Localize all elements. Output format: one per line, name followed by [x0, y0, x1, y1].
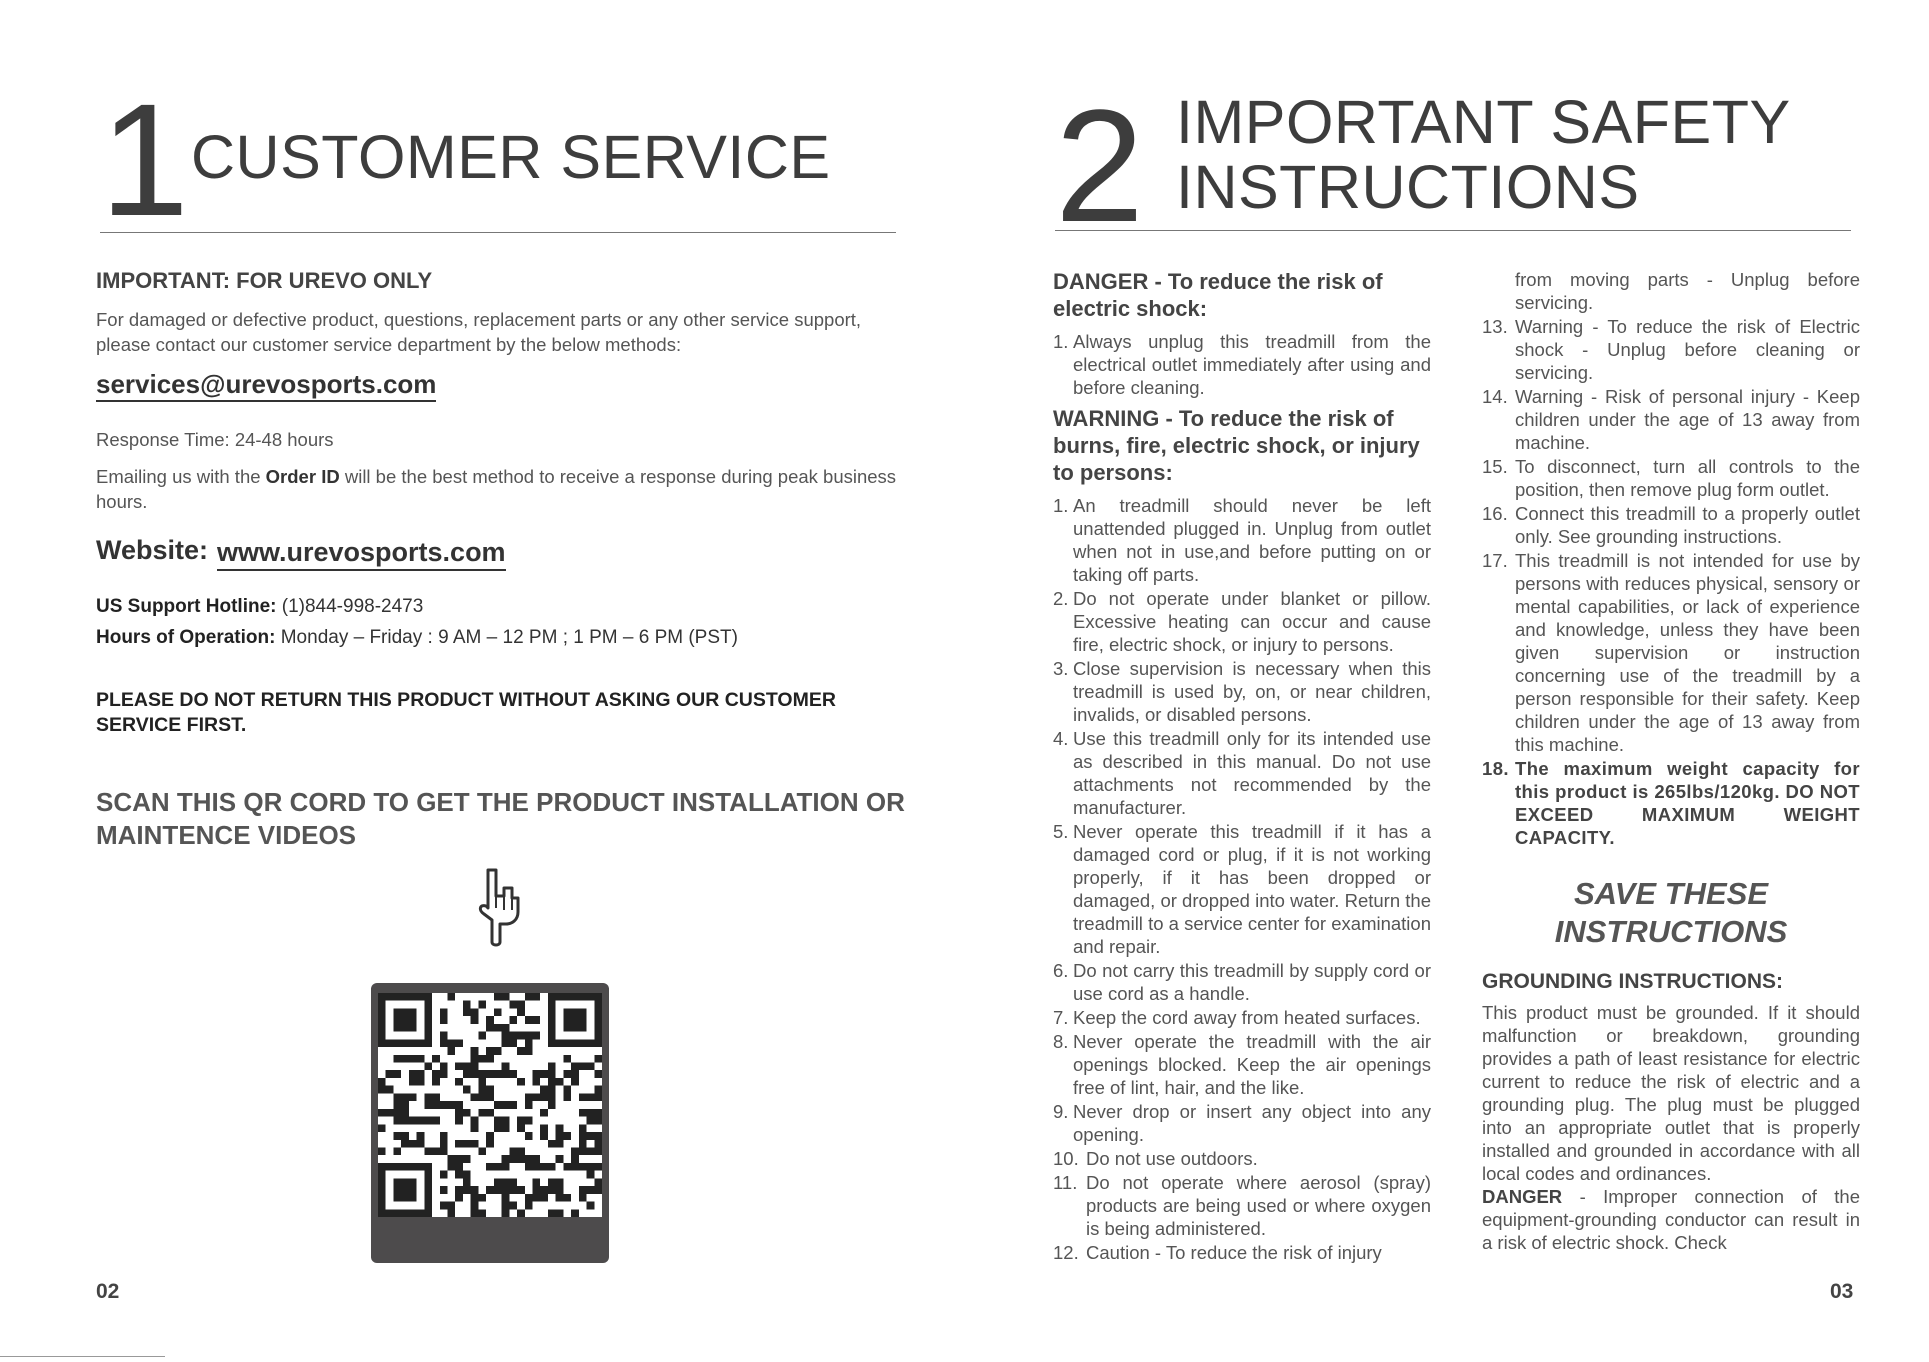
chapter-title-line1: IMPORTANT SAFETY — [1176, 88, 1791, 156]
grounding-body: This product must be grounded. If it should malfunction or breakdown, grounding provides a path of least resistance for electric current to reduce the risk of electric and a grounding plug. The plug must be plugged into an appropriate outlet that is properly installed and grounded in accordance with all local codes and ordinances. — [1482, 1002, 1860, 1184]
email-tip-before: Emailing us with the — [96, 466, 266, 487]
warning-item — [1482, 549, 1860, 756]
warning-item — [1482, 757, 1860, 849]
warning-item — [1053, 727, 1431, 819]
title-rule — [100, 232, 896, 233]
item-text: Do not operate where aerosol (spray) products are being used or where oxygen is being administered. — [1086, 1172, 1431, 1239]
warning-list — [1053, 494, 1431, 1264]
warning-item — [1053, 959, 1431, 1005]
qr-code[interactable] — [378, 993, 602, 1217]
danger-list — [1053, 330, 1431, 399]
pointing-hand-down-icon — [466, 868, 524, 948]
return-warning: PLEASE DO NOT RETURN THIS PRODUCT WITHOUT ASKING OUR CUSTOMER SERVICE FIRST. — [96, 689, 836, 736]
item-number: 2. — [1053, 588, 1069, 609]
item-number: 16. — [1482, 503, 1508, 524]
item-number: 1. — [1053, 331, 1069, 352]
important-heading: IMPORTANT: FOR UREVO ONLY — [96, 268, 433, 293]
warning-item — [1053, 587, 1431, 656]
item-text: Do not carry this treadmill by supply cord or use cord as a handle. — [1073, 960, 1431, 1004]
item-text: Close supervision is necessary when this treadmill is used by, on, or near children, invalids, or disabled persons. — [1073, 658, 1431, 725]
page-left — [0, 0, 964, 1362]
bottom-crop-mark — [0, 1356, 165, 1357]
item-number: 18. — [1482, 758, 1509, 779]
grounding-text — [1482, 1001, 1860, 1254]
item-text: An treadmill should never be left unattended plugged in. Unplug from outlet when not in use,and before putting on or taking off parts. — [1073, 495, 1431, 585]
page-number-right: 03 — [1830, 1280, 1854, 1303]
grounding-danger-label: DANGER — [1482, 1186, 1563, 1207]
item-text: Never drop or insert any object into any opening. — [1073, 1101, 1431, 1145]
item-number: 3. — [1053, 658, 1069, 679]
hours-label: Hours of Operation: — [96, 627, 276, 648]
warning-item — [1482, 502, 1860, 548]
email-tip — [96, 464, 906, 514]
safety-column-2 — [1482, 268, 1860, 1254]
warning-item — [1053, 1241, 1431, 1264]
item-number: 4. — [1053, 728, 1069, 749]
chapter-number: 1 — [100, 70, 189, 249]
item-number: 11. — [1053, 1172, 1078, 1193]
hotline-value: (1)844-998-2473 — [276, 596, 424, 617]
warning-item — [1053, 1030, 1431, 1099]
support-hotline — [96, 596, 423, 618]
page-number-left: 02 — [96, 1280, 120, 1303]
warning-item — [1053, 1006, 1431, 1029]
email-tip-after: will be the best method to receive a response during peak business hours. — [96, 466, 897, 512]
item-number: 1. — [1053, 495, 1069, 516]
item-number: 15. — [1482, 456, 1508, 477]
warning-item — [1053, 1147, 1431, 1170]
item-text: Never operate the treadmill with the air openings blocked. Keep the air openings free of lint, hair, and the like. — [1073, 1031, 1431, 1098]
item-number: 8. — [1053, 1031, 1069, 1052]
email-link[interactable]: services@urevosports.com — [96, 368, 436, 402]
item-number: 12. — [1053, 1242, 1079, 1263]
item-number: 14. — [1482, 386, 1508, 407]
danger-item — [1053, 330, 1431, 399]
item-text: Warning - To reduce the risk of Electric shock - Unplug before cleaning or servicing. — [1515, 316, 1860, 383]
item-number: 7. — [1053, 1007, 1069, 1028]
item-text: Use this treadmill only for its intended use as described in this manual. Do not use attachments not recommended by the manufacturer. — [1073, 728, 1431, 818]
item-number: 5. — [1053, 821, 1069, 842]
warning-item — [1053, 820, 1431, 958]
warning-item — [1053, 1171, 1431, 1240]
save-line1: SAVE THESE — [1573, 876, 1769, 911]
item-text: Caution - To reduce the risk of injury — [1086, 1242, 1382, 1263]
website-link[interactable]: www.urevosports.com — [217, 535, 506, 571]
save-line2: INSTRUCTIONS — [1554, 914, 1788, 949]
warning-item — [1482, 385, 1860, 454]
item-text: The maximum weight capacity for this product is 265lbs/120kg. DO NOT EXCEED MAXIMUM WEIGHT CAPACITY. — [1515, 758, 1860, 848]
chapter-title-2 — [1176, 90, 1791, 219]
warning-item — [1482, 315, 1860, 384]
item-text: Connect this treadmill to a properly outlet only. See grounding instructions. — [1515, 503, 1860, 547]
warning-item — [1482, 455, 1860, 501]
hours-value: Monday – Friday : 9 AM – 12 PM ; 1 PM – 6 PM (PST) — [275, 627, 738, 648]
warning-heading: WARNING - To reduce the risk of burns, fire, electric shock, or injury to persons: — [1053, 406, 1420, 485]
chapter-title-line2: INSTRUCTIONS — [1176, 152, 1640, 221]
item-number: 6. — [1053, 960, 1069, 981]
item-text: Do not use outdoors. — [1086, 1148, 1258, 1169]
response-time: Response Time: 24-48 hours — [96, 429, 334, 450]
item-number: 17. — [1482, 550, 1508, 571]
hotline-label: US Support Hotline: — [96, 596, 277, 617]
chapter-title: CUSTOMER SERVICE — [191, 123, 831, 191]
title-rule-2 — [1055, 230, 1851, 231]
item-text: Always unplug this treadmill from the electrical outlet immediately after using and before cleaning. — [1073, 331, 1431, 398]
grounding-danger-text: - Improper connection of the equipment-grounding conductor can result in a risk of electric shock. Check — [1482, 1186, 1860, 1253]
chapter-number-2: 2 — [1055, 76, 1144, 255]
item-text: Never operate this treadmill if it has a damaged cord or plug, if it is not working properly, if it has been dropped or damaged, or dropped into water. Return the treadmill to a service center for examination and repair. — [1073, 821, 1431, 957]
danger-heading: DANGER - To reduce the risk of electric shock: — [1053, 269, 1383, 321]
website-label: Website: — [96, 535, 209, 565]
warning-list-continued — [1482, 268, 1860, 849]
item-12-continued: from moving parts - Unplug before servicing. — [1515, 269, 1860, 313]
item-text: Do not operate under blanket or pillow. Excessive heating can occur and cause fire, electric shock, or injury to persons. — [1073, 588, 1431, 655]
item-number: 9. — [1053, 1101, 1069, 1122]
email-tip-order-id: Order ID — [265, 466, 340, 487]
hours-of-operation — [96, 627, 738, 649]
save-instructions — [1482, 875, 1860, 951]
item-text: This treadmill is not intended for use by persons with reduces physical, sensory or mental capabilities, or lack of experience and knowledge, unless they have been given supervision or instruction concerning use of the treadmill by a person responsible for their safety. Keep children under the age of 13 away from this machine. — [1515, 550, 1860, 755]
warning-item — [1053, 1100, 1431, 1146]
item-text: Warning - Risk of personal injury - Keep children under the age of 13 away from machine. — [1515, 386, 1860, 453]
warning-item — [1053, 494, 1431, 586]
item-text: To disconnect, turn all controls to the position, then remove plug form outlet. — [1515, 456, 1860, 500]
intro-text: For damaged or defective product, questions, replacement parts or any other service support, please contact our customer service department by the below methods: — [96, 309, 862, 355]
qr-heading: SCAN THIS QR CORD TO GET THE PRODUCT INSTALLATION OR MAINTENCE VIDEOS — [96, 787, 905, 850]
item-number: 10. — [1053, 1148, 1079, 1169]
warning-item — [1053, 657, 1431, 726]
item-number: 13. — [1482, 316, 1508, 337]
safety-column-1 — [1053, 268, 1431, 1265]
item-text: Keep the cord away from heated surfaces. — [1073, 1007, 1421, 1028]
grounding-heading: GROUNDING INSTRUCTIONS: — [1482, 970, 1783, 993]
